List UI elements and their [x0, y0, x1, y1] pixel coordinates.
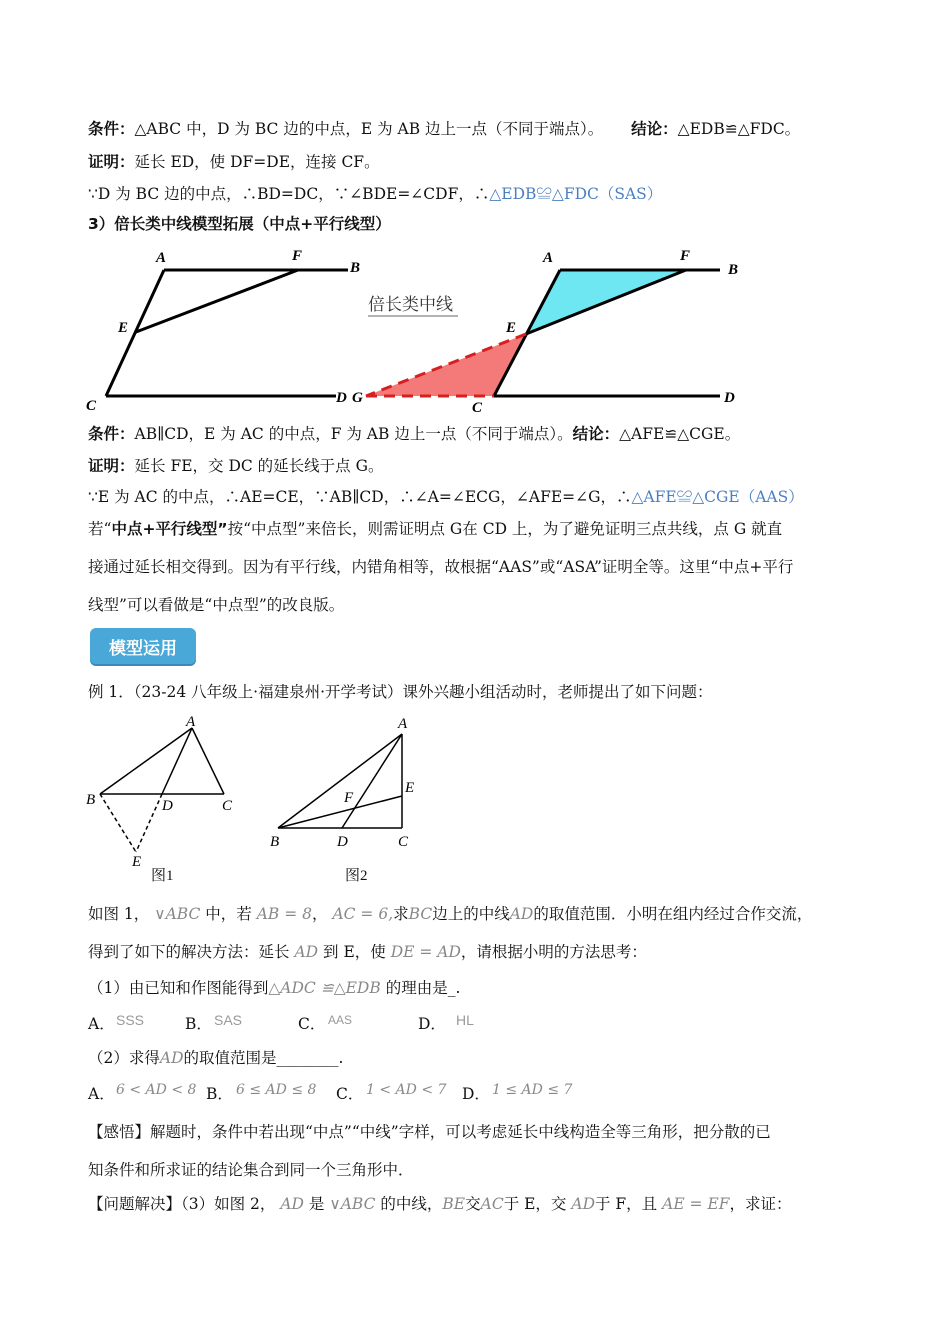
conclusion-text: △EDB≌△FDC。	[677, 120, 801, 138]
sec1-because-line	[88, 184, 662, 204]
point-label: A	[398, 716, 408, 732]
option-c-label[interactable]: C．	[336, 1085, 364, 1103]
point-label: C	[86, 398, 97, 414]
question-line-2	[88, 942, 647, 962]
figure-1	[82, 710, 252, 868]
proof-text: 延长 ED，使 DF=DE，连接 CF。	[134, 153, 380, 171]
math: AD	[294, 943, 319, 961]
condition-text: AB∥CD，E 为 AC 的中点，F 为 AB 边上一点（不同于端点）。	[134, 425, 573, 443]
option-a-value[interactable]: 6 < AD < 8	[116, 1082, 197, 1098]
math: AD	[159, 1049, 184, 1067]
text: 得到了如下的解决方法：延长	[88, 943, 290, 961]
condition-label: 条件：	[88, 120, 135, 138]
point-label: C	[398, 834, 409, 850]
point-label: D	[724, 390, 735, 406]
sec3-paragraph-line-3: 线型”可以看做是“中点型”的改良版。	[88, 596, 345, 614]
figure-2	[264, 710, 434, 860]
option-a-label[interactable]: A．	[88, 1015, 115, 1033]
text: 的中线，	[380, 1195, 443, 1213]
text: 若“	[88, 520, 112, 538]
math: AB = 8	[256, 905, 312, 923]
conclusion-label: 结论：	[572, 425, 620, 443]
point-label: D	[337, 834, 348, 850]
math: AC	[480, 1195, 504, 1213]
text: ，请根据小明的方法思考：	[460, 943, 647, 961]
option-d-value[interactable]: 1 ≤ AD ≤ 7	[492, 1082, 573, 1098]
text: （2）求得	[88, 1049, 160, 1067]
point-label: G	[352, 390, 363, 406]
diagram-label: 倍长类中线	[368, 295, 453, 314]
text: 于 F，且	[595, 1195, 658, 1213]
text: 中点+平行线型”	[111, 520, 228, 538]
figure-1-caption: 图1	[151, 868, 174, 884]
math: BE	[442, 1195, 466, 1213]
point-label: B	[86, 792, 96, 808]
point-label: B	[350, 260, 361, 276]
proof-label: 证明：	[88, 457, 135, 475]
option-d-label[interactable]: D．	[418, 1015, 446, 1033]
sec3-paragraph-line-1	[88, 519, 782, 539]
point-label: F	[292, 248, 303, 264]
text: 的取值范围是________.	[183, 1049, 344, 1067]
point-label: D	[336, 390, 347, 406]
sec3-proof-line	[88, 456, 383, 476]
sec1-condition-line	[88, 119, 800, 139]
option-b-value[interactable]: 6 ≤ AD ≤ 8	[236, 1082, 317, 1098]
math: △ADC ≌△EDB	[268, 979, 381, 997]
point-label: E	[506, 320, 517, 336]
because-text: ∵D 为 BC 边的中点，∴BD=DC，∵∠BDE=∠CDF，∴	[88, 185, 490, 203]
example-intro: 例 1．（23-24 八年级上·福建泉州·开学考试）课外兴趣小组活动时，老师提出了如下问题：	[88, 683, 713, 701]
sec3-because-line	[88, 487, 804, 507]
because-result: △AFE≌△CGE（AAS）	[631, 488, 804, 506]
point-label: F	[344, 790, 354, 806]
point-label: A	[186, 714, 196, 730]
point-label: E	[132, 854, 142, 868]
insight-line-2: 知条件和所求证的结论集合到同一个三角形中．	[88, 1161, 414, 1179]
question-line-1	[88, 904, 812, 924]
because-result: △EDB≌△FDC（SAS）	[489, 185, 663, 203]
text: （1）由已知和作图能得到	[88, 979, 269, 997]
math: ∨ABC	[154, 905, 201, 923]
text: 【感悟】解题时，条件中若出现“中点”“中线”字样，可以考虑延长中线构造全等三角形，把分散的已	[88, 1123, 771, 1141]
option-c-value[interactable]: 1 < AD < 7	[366, 1082, 447, 1098]
text: 于 E，交	[503, 1195, 567, 1213]
math: AD	[280, 1195, 304, 1213]
option-b-value[interactable]: SAS	[214, 1012, 243, 1028]
option-d-value[interactable]: HL	[456, 1012, 474, 1028]
math: AC = 6,	[332, 905, 394, 923]
condition-text: △ABC 中，D 为 BC 边的中点，E 为 AB 边上一点（不同于端点）。	[134, 120, 604, 138]
text: 中，若	[205, 905, 252, 923]
option-b-label[interactable]: B．	[206, 1085, 233, 1103]
question-1	[88, 978, 460, 998]
text: 如图 1，	[88, 905, 150, 923]
point-label: B	[270, 834, 280, 850]
text: 的取值范围．小明在组内经过合作交流，	[533, 905, 813, 923]
conclusion-label: 结论：	[631, 120, 678, 138]
math: AE = EF	[662, 1195, 730, 1213]
conclusion-text: △AFE≌△CGE。	[619, 425, 741, 443]
point-label: A	[543, 250, 554, 266]
point-label: D	[162, 798, 173, 814]
option-c-value[interactable]: AAS	[328, 1013, 353, 1027]
option-d-label[interactable]: D．	[462, 1085, 490, 1103]
text: 求	[393, 905, 409, 923]
option-b-label[interactable]: B．	[185, 1015, 212, 1033]
point-label: A	[156, 250, 167, 266]
text: 的理由是_.	[385, 979, 461, 997]
question-2	[88, 1048, 343, 1068]
point-label: C	[472, 400, 483, 416]
condition-label: 条件：	[88, 425, 135, 443]
text: 交	[465, 1195, 481, 1213]
option-a-label[interactable]: A．	[88, 1085, 115, 1103]
text: 是	[308, 1195, 325, 1213]
midpoint-parallel-diagram	[80, 244, 760, 418]
math: AD	[509, 905, 534, 923]
text: 按“中点型”来倍长，则需证明点 G在 CD 上，为了避免证明三点共线，点 G 就直	[227, 520, 783, 538]
figure-2-caption: 图2	[345, 868, 368, 884]
text: ，	[312, 905, 328, 923]
insight-line-1	[88, 1122, 771, 1142]
sec3-condition-line	[88, 424, 740, 444]
point-label: F	[680, 248, 691, 264]
model-application-badge: 模型运用	[90, 628, 196, 664]
math: DE = AD	[390, 943, 461, 961]
point-label: E	[405, 780, 415, 796]
math: AD	[571, 1195, 595, 1213]
question-3	[88, 1194, 792, 1214]
point-label: E	[118, 320, 129, 336]
text: 边上的中线	[432, 905, 510, 923]
section-3-heading: 3）倍长类中线模型拓展（中点+平行线型）	[88, 215, 391, 233]
text: ，求证：	[729, 1195, 792, 1213]
math: ∨ABC	[329, 1195, 376, 1213]
point-label: C	[222, 798, 233, 814]
because-text: ∵E 为 AC 的中点，∴AE=CE，∵AB∥CD，∴∠A=∠ECG，∠AFE=∠G，∴	[88, 488, 632, 506]
left-figure	[106, 270, 348, 396]
proof-text: 延长 FE，交 DC 的延长线于点 G。	[134, 457, 384, 475]
option-c-label[interactable]: C．	[298, 1015, 326, 1033]
sec1-proof-line	[88, 152, 380, 172]
option-a-value[interactable]: SSS	[116, 1012, 145, 1028]
proof-label: 证明：	[88, 153, 135, 171]
point-label: B	[728, 262, 739, 278]
text: 【问题解决】（3）如图 2，	[88, 1195, 276, 1213]
text: 到 E，使	[323, 943, 386, 961]
sec3-paragraph-line-2: 接通过延长相交得到。因为有平行线，内错角相等，故根据“AAS”或“ASA”证明全等。这里“中点+平行	[88, 558, 794, 576]
math: BC	[408, 905, 433, 923]
